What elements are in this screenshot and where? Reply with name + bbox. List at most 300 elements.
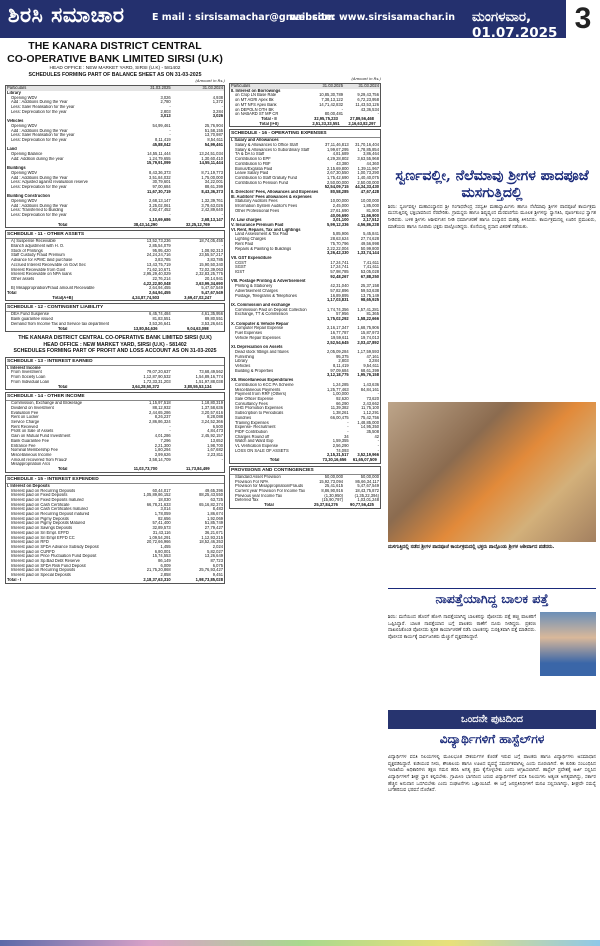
row-value-2024: 3,52,19,966	[357, 453, 379, 458]
row-value-2024: 3,284	[212, 109, 223, 114]
row-value-2025: 1,24,285	[332, 382, 349, 387]
row-value-2025: -	[347, 425, 349, 430]
opex-box	[229, 129, 381, 464]
row-particular: Consultancy Fees	[235, 401, 268, 406]
row-particular: Watch and Ward Exp	[235, 439, 274, 444]
row-value-2024: 42	[374, 434, 379, 439]
row-value-2025: 1,72,33,31,203	[143, 379, 171, 384]
row-value-2024: 51,58,155	[204, 128, 223, 133]
table-row	[6, 327, 224, 332]
row-particular: Interest paid on Special Deposits	[11, 573, 71, 578]
row-particular: Buildings	[7, 166, 26, 171]
row-particular: IX. Commission and exchange	[231, 302, 291, 307]
row-particular: Contribution to EPF	[235, 157, 271, 162]
interest-earned-box	[5, 357, 225, 391]
row-value-2025: -	[347, 429, 349, 434]
row-particular: VI. Rent, Repairs, Tax and Lightings	[231, 227, 301, 232]
row-value-2025: 2,68,13,147	[149, 199, 171, 204]
row-particular: SHG Promotion Expenses	[235, 406, 283, 411]
row-particular: VII. GST Expenditure	[231, 255, 272, 260]
row-value-2025: 25,41,615	[324, 484, 343, 489]
pl-title-line2: HEAD OFFICE : NEW MARKET YARD, SIRSI (U.K) - 581402	[43, 341, 187, 348]
bank-schedules-left	[5, 40, 225, 940]
row-value-2025: 95,375	[336, 354, 349, 359]
row-value-2025: 8,26,237	[154, 415, 171, 420]
row-value-2024: 1,75,00,000	[201, 175, 223, 180]
schedules-title: SCHEDULES FORMING PART OF BALANCE SHEET AS ON 31-03-2025	[28, 72, 202, 79]
row-value-2025: 4,29,28,802	[327, 157, 349, 162]
row-value-2025: 50,00,000	[324, 474, 343, 479]
row-value-2025: 57,82,896	[330, 288, 349, 293]
row-value-2024: 3,24,52,366	[201, 420, 223, 425]
row-value-2025: -	[347, 420, 349, 425]
row-value-2024: 86,66,34,117	[355, 479, 379, 484]
row-value-2025: 57,956	[336, 312, 349, 317]
row-value-2025: 2,64,94,455	[149, 291, 171, 296]
row-value-2025: 6,80,001	[154, 549, 171, 554]
row-particular: on DEPOLN OTH BK	[235, 107, 274, 112]
row-value-2024: 3,284	[368, 359, 379, 364]
row-particular: Opening WDV	[11, 170, 38, 175]
interest-earned-title: SCHEDULE - 13 - INTEREST EARNED	[6, 358, 224, 366]
col-2025: 31.03.2025	[119, 86, 171, 91]
row-particular: Add: Addition during the year	[11, 156, 64, 161]
row-particular: Exchange, TT & Commission	[235, 312, 288, 317]
row-value-2025: 1,80,294	[154, 448, 171, 453]
row-value-2024: 1,18,80,319	[201, 401, 223, 406]
row-value-2025: 11,67,30,719	[147, 189, 171, 194]
row-value-2024: 9,451	[212, 573, 223, 578]
bank-address: HEAD OFFICE : NEW MARKET YARD, SIRSI (U.K) - 581402	[49, 66, 181, 72]
table-row	[6, 578, 224, 583]
row-particular: Dead stock fittings and fitures	[235, 349, 289, 354]
row-value-2024: 50,99,800	[360, 246, 379, 251]
row-value-2024: 7,41,611	[363, 260, 379, 265]
footer-strip	[0, 940, 600, 946]
row-value-2025: 34	[344, 434, 349, 439]
row-particular: Add : Additions During the Year	[11, 175, 68, 180]
row-value-2024: 18,43,75,872	[355, 488, 379, 493]
row-value-2024: 1,17,59,593	[357, 349, 379, 354]
row-particular: Less: Transferred to Building	[11, 208, 64, 213]
row-particular: on Crop LN Base Rate	[235, 93, 277, 98]
row-particular: VL Verification Expense	[235, 444, 279, 449]
row-particular: Add : Additions During the Year	[11, 100, 68, 105]
row-particular: Rent on Locker	[11, 415, 39, 420]
other-income-table	[6, 401, 224, 472]
row-value-2024: -	[221, 213, 223, 218]
row-value-2025: 2,21,300	[154, 443, 171, 448]
col-2024: 31.03.2024	[172, 86, 224, 91]
row-value-2025: -	[169, 429, 171, 434]
row-value-2025: 10,85,30,789	[319, 93, 343, 98]
row-value-2025: 4,22,22,80,048	[143, 281, 171, 286]
row-particular: II. Directors' Fees, Allowances and Expenses	[231, 190, 319, 195]
event-photo	[388, 402, 596, 542]
row-value-2024: 9,29,43,756	[357, 93, 379, 98]
row-value-2025: 2,67,30,550	[327, 171, 349, 176]
table-row	[230, 503, 380, 508]
row-value-2025: 1,17,03,831	[327, 298, 349, 303]
row-particular: Land	[7, 147, 17, 152]
row-value-2024: 27,74,628	[360, 237, 379, 242]
opex-title: SCHEDULE - 16 - OPERATING EXPENSES	[230, 130, 380, 138]
event-photo-caption: ಮಸಗುತ್ತಿದಲ್ಲಿ ನಡೆದ ಶ್ರೀಗಳ ಪಾದಪೂಜೆ ಕಾರ್ಯಕ್ರಮದಲ್ಲಿ ಭಕ್ತರು ಪಾಲ್ಗೊಂಡು ಶ್ರೀಗಳ ಆಶೀರ್ವಾದ ಪಡೆದರು.	[388, 545, 555, 550]
row-particular: Interest paid on SFDA Risk Fund Deposit	[11, 563, 86, 568]
row-value-2025: 32,95,75,233	[314, 116, 338, 121]
row-value-2024: 98,65,925	[360, 298, 379, 303]
row-value-2025: 13,43,75,719	[146, 262, 171, 267]
row-particular: Library	[7, 90, 21, 95]
row-particular: Interest paid on Recurring Deposits	[11, 488, 76, 493]
row-value-2025: 80,00,481	[324, 112, 343, 117]
row-value-2025: 2,44,65,286	[149, 410, 171, 415]
row-value-2024: 1,32,39,761	[201, 199, 223, 204]
row-value-2024: 1,33,74,144	[357, 251, 379, 256]
row-value-2025: 66,00,475	[330, 415, 349, 420]
masthead-date: ಮಂಗಳವಾರ, 01.07.2025	[472, 9, 558, 41]
row-value-2025: 2,22,22,004	[327, 246, 349, 251]
other-assets-table	[6, 239, 224, 300]
row-particular: IV. Law charges	[231, 218, 262, 223]
table-row	[6, 467, 224, 472]
row-value-2024: 23,55,57,217	[199, 253, 223, 258]
row-particular: Vehicles	[235, 364, 251, 369]
row-value-2025: 92,48,267	[330, 274, 349, 279]
row-value-2024: 5,47,67,549	[201, 286, 223, 291]
article-missing-boy-body: ಶಿರಸಿ: ಮನೆಯಿಂದ ಹೊರಗೆ ಹೋಗಿ ನಾಪತ್ತೆಯಾಗಿದ್ದ ಬಾಲಕನನ್ನು ಪೊಲೀಸರು ಪತ್ತೆ ಹಚ್ಚಿ ಪಾಲಕರಿಗೆ ಒಪ್ಪಿಸಿದ್ದಾರೆ. ಬಾಲಕ ನಾಪತ್ತೆಯಾದ ಬಗ್ಗೆ ಪಾಲಕರು ಠಾಣೆಗೆ ದೂರು ನೀಡಿದ್ದರು. ಪ್ರಕರಣ ದಾಖಲಿಸಿಕೊಂಡ ಪೊಲೀಸರು ತ್ವರಿತ ಕಾರ್ಯಾಚರಣೆ ನಡೆಸಿ ಬಾಲಕನನ್ನು ಸುರಕ್ಷಿತವಾಗಿ ಪತ್ತೆ ಮಾಡಿದರು. ಪೊಲೀಸರ ಕಾರ್ಯಕ್ಕೆ ಸಾರ್ವಜನಿಕರು ಮೆಚ್ಚುಗೆ ವ್ಯಕ್ತಪಡಿಸಿದ್ದಾರೆ.	[388, 615, 536, 640]
provisions-box	[229, 466, 381, 509]
row-value-2025: 37,11,46,813	[325, 143, 349, 148]
row-value-2024: 13,70,987	[204, 133, 223, 138]
row-value-2024: 84,84,161	[360, 387, 379, 392]
row-particular: Land Assessment & Tax Paid	[235, 232, 288, 237]
row-particular: Other assets	[11, 276, 35, 281]
row-value-2025: 15,79,91,099	[146, 161, 171, 166]
row-value-2024: 1,85,000	[363, 204, 379, 209]
row-value-2025: 32,89,573	[152, 526, 171, 531]
row-particular: From Individual Loan	[11, 379, 50, 384]
continued-banner: ಒಂದನೇ ಪುಟದಿಂದ	[388, 710, 596, 729]
row-value-2024: 75,42,756	[360, 415, 379, 420]
row-value-2024: 2,32,83,25,775	[195, 272, 223, 277]
row-value-2024: 2,42,89,640	[201, 208, 223, 213]
row-value-2024: 8,71,19,773	[201, 170, 223, 175]
row-particular: Interest paid on Savings Deposits	[11, 526, 72, 531]
headline-hostel: ವಿದ್ಯಾರ್ಥಿಗಳಿಗೆ ಹಾಸ್ಟೆಲ್‌ಗಳ	[439, 732, 545, 746]
table-row	[6, 223, 224, 228]
row-value-2024: 1,08,92,313	[201, 248, 223, 253]
row-value-2024: 31,70,16,404	[355, 143, 379, 148]
row-particular: Total	[57, 384, 68, 389]
row-value-2024: 1,00,73,290	[357, 171, 379, 176]
row-particular: Current year Provision For Income Tax	[235, 488, 305, 493]
row-value-2025: 86,149	[158, 559, 171, 564]
row-value-2025: 3,64,28,50,372	[131, 384, 160, 389]
row-value-2025: 7,38,13,122	[321, 98, 343, 103]
row-particular: CGST	[235, 260, 247, 265]
masthead-email: E mail : sirsisamachar@gmail.com	[152, 12, 335, 23]
interest-expended-table	[6, 484, 224, 583]
row-particular: Interest paid on Cash Certificate	[11, 502, 70, 507]
row-value-2025: 14,71,42,832	[319, 102, 343, 107]
row-particular: on MT NFS Apex Bank	[235, 102, 277, 107]
row-particular: Advertisement Charges	[235, 288, 278, 293]
row-particular: Interest paid on Fixed Deposits	[11, 493, 68, 498]
row-value-2025: 1,24,79,655	[149, 156, 171, 161]
row-particular: II. Interest on Borrowings	[231, 88, 281, 93]
row-particular: I. Salary and Allowances	[231, 138, 279, 143]
row-particular: Interest paid on Sri Empl EFFD CC	[11, 535, 75, 540]
row-value-2024: 2,024	[212, 544, 223, 549]
row-value-2025: 1,10,69,686	[149, 217, 171, 222]
row-particular: Interest paid on Pigmy Deposits Matured	[11, 521, 85, 526]
row-value-2024: 11,43,53,126	[355, 102, 379, 107]
row-particular: Opening WDV	[11, 123, 38, 128]
row-value-2024: 15,90,50,340	[199, 262, 223, 267]
row-value-2025: 71,62,10,671	[146, 267, 171, 272]
row-value-2024: 25,76,93,427	[199, 568, 223, 573]
row-value-2024: 2,68,13,147	[201, 217, 223, 222]
row-value-2024: 4,84,473	[207, 429, 223, 434]
row-value-2024: 36,21,671	[204, 530, 223, 535]
row-particular: Total	[57, 222, 68, 227]
row-value-2024: 2,16,63,82,297	[348, 121, 376, 126]
row-value-2024: 9,04,63,098	[187, 326, 209, 331]
row-particular: Furnishing	[235, 354, 255, 359]
row-value-2024: 9,54,611	[363, 364, 379, 369]
pl-title-line1: THE KANARA DISTRICT CENTRAL CO-OPERATIVE BANK LIMITED SIRSI (U.K)	[18, 335, 212, 342]
row-value-2024: -	[221, 105, 223, 109]
row-value-2025: 97,09,684	[330, 368, 349, 373]
row-particular: Charges Round off	[235, 434, 270, 439]
row-value-2024: 3,53,26,641	[201, 321, 223, 326]
row-particular: Entrance Fee	[11, 443, 36, 448]
row-value-2025: 2,64,94,455	[149, 286, 171, 291]
row-particular: From Investment	[11, 370, 42, 375]
row-value-2024: 6,500	[212, 424, 223, 429]
row-particular: Less: Sale/ Realisation for the year	[11, 105, 75, 109]
row-value-2024: 10,00,000	[360, 199, 379, 204]
row-particular: Less: Depreciation for the year	[11, 184, 67, 189]
row-value-2025: 13,52,73,236	[146, 239, 171, 244]
row-particular: Subscription to Periodicals	[235, 411, 284, 416]
row-value-2025: 8,43,36,373	[149, 170, 171, 175]
row-particular: Less: Depreciation for the year	[11, 213, 67, 218]
row-particular: Information System Auditor's Fees	[235, 204, 298, 209]
row-value-2024: 90,77,56,425	[350, 503, 374, 508]
row-particular: Less: Sale/ Realisation for the year	[11, 133, 75, 138]
bank-name	[5, 40, 225, 65]
row-particular: Building Construction	[7, 194, 50, 199]
row-value-2025: 2,86,86,324	[149, 420, 171, 425]
row-particular: Total	[264, 503, 274, 508]
row-value-2025: 1,59,355	[332, 439, 349, 444]
row-value-2025: 2,52,54,645	[327, 340, 349, 345]
row-value-2024: 3,86,464	[363, 152, 379, 157]
row-value-2025: 2,803	[338, 359, 349, 364]
row-value-2025: 2,15,69,800	[327, 166, 349, 171]
row-particular: Building & Properties	[235, 368, 274, 373]
bank-name-line2: CO-OPERATIVE BANK LIMITED SIRSI (U.K)	[7, 52, 223, 65]
row-particular: Repairs & Painting to Buildings	[235, 246, 292, 251]
row-value-2025: 1,09,54,291	[149, 535, 171, 540]
amount-note: (Amount in Rs.)	[195, 78, 225, 84]
row-particular: DEA Fund Suspense	[11, 312, 50, 317]
row-value-2025: 15,74,553	[152, 554, 171, 559]
row-particular: XI. Depreciation on Assets	[231, 345, 283, 350]
row-value-2025: 1,25,77,463	[327, 387, 349, 392]
row-particular: Accrued Interest Receivable on Govt Sec	[11, 262, 86, 267]
row-value-2025: 3,51,84,032	[149, 175, 171, 180]
row-particular: SGST	[235, 265, 247, 270]
row-value-2024: 3,83,785	[207, 258, 223, 263]
row-value-2025: 3,014	[160, 507, 171, 512]
row-value-2024: 5,47,67,549	[201, 291, 223, 296]
row-value-2024: 43,36,534	[360, 107, 379, 112]
row-value-2024: 3,20,57,616	[201, 410, 223, 415]
pl-title-line3: SCHEDULES FORMING PART OF PROFIT AND LOSS ACCOUNT AS ON 31-03-2025	[13, 348, 217, 355]
col-2024: 31.03.2024	[344, 84, 380, 89]
row-value-2024: 1,54,89,16,774	[195, 375, 223, 380]
row-value-2025: 21,75,20,868	[146, 568, 171, 573]
row-value-2025: 4,81,689	[332, 152, 349, 157]
row-value-2025: 11,39,382	[330, 406, 349, 411]
row-particular: Printing & Stationery	[235, 284, 273, 289]
row-value-2024: 72,02,39,063	[199, 267, 223, 272]
row-particular: Interest paid on Recurring Deposit matured	[11, 512, 90, 517]
row-value-2025: 1,00,000	[332, 392, 349, 397]
row-value-2025: 5,85,906	[332, 232, 349, 237]
row-value-2025: 1,74,74,356	[327, 307, 349, 312]
row-value-2025: 2,45,000	[332, 204, 349, 209]
row-value-2025: 3,01,100	[332, 218, 349, 223]
row-value-2024: 5,82,027	[207, 549, 223, 554]
row-value-2024: 68,61,399	[360, 368, 379, 373]
row-particular: Interest Receivable on NPA loans	[11, 272, 72, 277]
other-assets-box	[5, 230, 225, 301]
row-value-2024: 18,52,46,353	[199, 540, 223, 545]
row-particular: Miscellaneous Income	[11, 452, 52, 457]
row-particular: PIDF Contribution	[235, 429, 268, 434]
row-particular: Miscellaneous Payments	[235, 387, 281, 392]
row-particular: I. Interest Income	[7, 365, 41, 370]
row-particular: Advance for APMC land purchase	[11, 258, 73, 263]
row-particular: Library	[235, 359, 248, 364]
row-value-2025: 6,45,74,484	[149, 312, 171, 317]
opex-table	[230, 138, 380, 463]
row-value-2025: 2,803	[160, 109, 171, 114]
row-value-2024: 1,372	[212, 100, 223, 105]
row-value-2024: 4,61,35,956	[201, 312, 223, 317]
row-particular: Sundries	[235, 415, 252, 420]
row-particular: Deferred Tax	[235, 498, 259, 503]
table-row	[6, 296, 224, 301]
row-particular: Rent Received	[11, 424, 38, 429]
row-particular: Less: Adjusted against revaluation reserve	[11, 180, 88, 185]
row-value-2025: 3,58,14,709	[149, 457, 171, 462]
row-particular: Demand from Income Tax and Service tax department	[11, 321, 109, 326]
row-value-2024: 14,95,350	[360, 425, 379, 430]
row-particular: Computer Repair Expense	[235, 326, 284, 331]
row-value-2024: 19,74,013	[360, 335, 379, 340]
row-value-2025: 57,41,400	[152, 521, 171, 526]
row-value-2024: 73,68,49,562	[199, 370, 223, 375]
row-value-2024: 2,23,811	[207, 452, 223, 457]
row-value-2025: 54,99,461	[152, 123, 171, 128]
row-value-2024: 1,98,700	[207, 443, 223, 448]
row-particular: Vehicles	[7, 119, 24, 124]
row-value-2024: 27,89,56,468	[350, 116, 374, 121]
bank-schedules-middle	[229, 76, 381, 940]
row-particular: Evaluation Fee	[11, 410, 39, 415]
row-value-2024: 5,45,841	[363, 232, 379, 237]
boy-photo	[540, 612, 596, 676]
row-particular: Staff Custody Fraud Premium	[11, 253, 65, 258]
row-value-2025: -	[169, 424, 171, 429]
row-particular: Previous year Income Tax	[235, 493, 283, 498]
row-particular: Commission Paid on Deposit Collection	[235, 307, 307, 312]
row-value-2025: 1,75,42,690	[327, 175, 349, 180]
row-value-2025: 27,61,690	[330, 208, 349, 213]
row-value-2024: 7,41,611	[363, 265, 379, 270]
row-value-2025: 40,06,690	[330, 213, 349, 218]
provisions-table	[230, 475, 380, 508]
row-value-2024: 54,99,461	[204, 142, 223, 147]
row-value-2024: -	[377, 439, 379, 444]
row-particular: VIII. Postage Printing & Advertisement	[231, 279, 306, 284]
col-2025: 31.03.2025	[308, 84, 344, 89]
row-particular: Rent Paid	[235, 241, 253, 246]
row-value-2024: 63,725	[210, 497, 223, 502]
row-value-2025: 8,11,419	[155, 137, 171, 142]
row-value-2025: 81,83,551	[152, 317, 171, 322]
row-value-2024: 1,92,069	[207, 516, 223, 521]
row-value-2024: 13,75,149	[360, 293, 379, 298]
row-value-2024: 13,652	[210, 438, 223, 443]
row-value-2025: 45,88,042	[152, 142, 171, 147]
table-row	[230, 122, 380, 127]
row-value-2024: 88,25,43,550	[199, 493, 223, 498]
row-particular: Bank guarantee issued	[11, 317, 53, 322]
row-value-2025: 95,95,420	[152, 248, 171, 253]
row-particular: on MT AGRI Apex Bk	[235, 98, 274, 103]
row-particular: Statutory Auditors Fees	[235, 199, 278, 204]
row-particular: Branch adjustment with H. O.	[11, 243, 65, 248]
row-particular: Training Expenses	[235, 420, 269, 425]
row-particular: Interest Receivable from Govt	[11, 267, 66, 272]
row-value-2025: 25,37,84,276	[314, 503, 338, 508]
row-value-2025: 1,78,059	[154, 512, 171, 517]
row-value-2025: 57,98,785	[330, 270, 349, 275]
mid-amount-note: (Amount in Rs.)	[351, 76, 381, 81]
row-particular: Total(A+B)	[52, 295, 73, 300]
row-value-2024: 6,075	[212, 563, 223, 568]
row-particular: Less: Depreciation for the year	[11, 137, 67, 142]
col-particulars: Particulars	[6, 86, 119, 91]
row-value-2025: 2,05,09,284	[327, 349, 349, 354]
row-particular: Interest paid on CURFD	[11, 549, 55, 554]
row-value-2025: 1,12,87,90,532	[143, 375, 171, 380]
bank-name-line1: THE KANARA DISTRICT CENTRAL	[28, 40, 202, 52]
row-value-2024: 3,80,55,53,134	[184, 384, 212, 389]
row-value-2025: -	[341, 107, 343, 112]
other-assets-title: SCHEDULE - 11 - OTHER ASSETS	[6, 231, 224, 239]
row-particular: Opening WDV	[11, 199, 38, 204]
row-value-2025: 20,72,66,966	[146, 540, 171, 545]
masthead-website: website: www.sirsisamachar.in	[290, 12, 455, 23]
row-particular: Interest paid on Sp.Bad Debt Reserve	[11, 559, 80, 564]
